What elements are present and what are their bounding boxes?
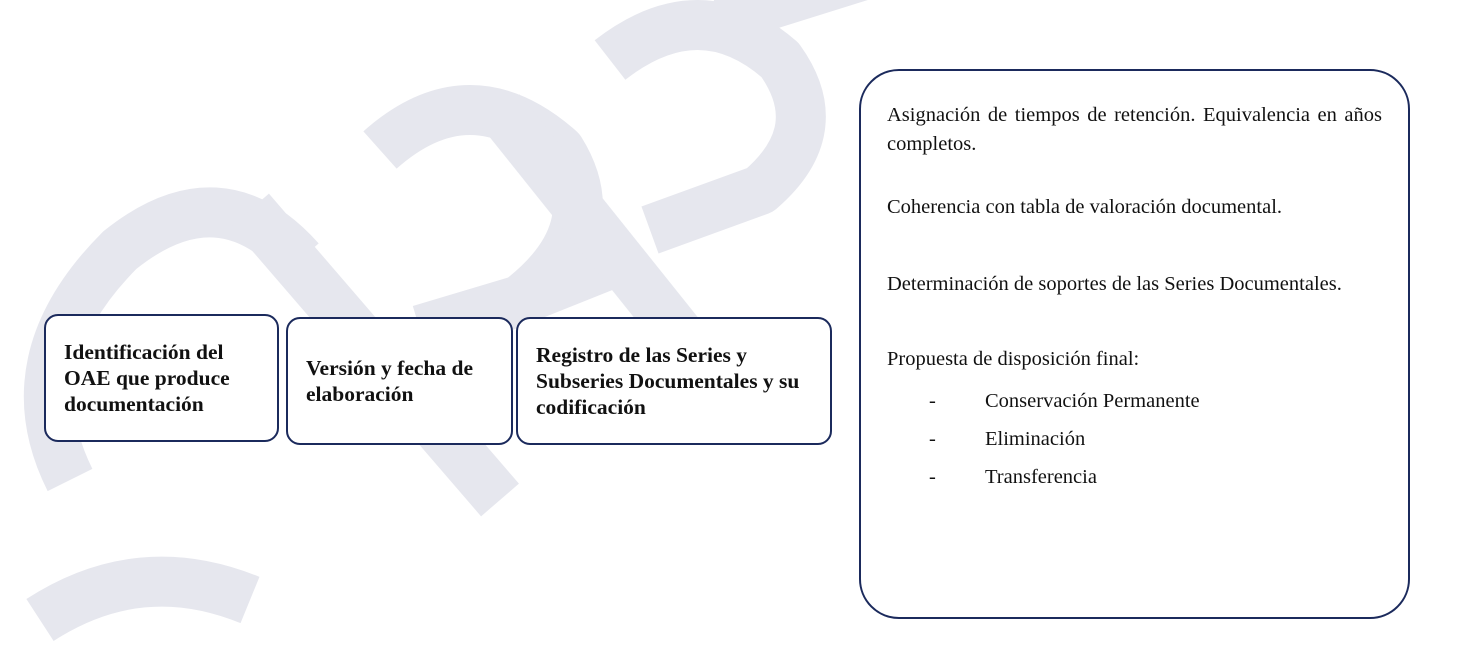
criteria-box xyxy=(859,69,1410,619)
disposition-list xyxy=(887,382,1382,496)
process-box-version-date xyxy=(286,317,513,445)
list-item xyxy=(887,458,1382,496)
watermark-stroke-r5 xyxy=(610,25,801,230)
bullet-dash: - xyxy=(929,466,936,488)
criteria-final-disposition: Propuesta de disposición final: xyxy=(887,348,1140,370)
criteria-coherence: Coherencia con tabla de valoración documental. xyxy=(887,196,1283,218)
process-box-label: Registro de las Series y Subseries Documentales y su codificación xyxy=(536,343,800,419)
list-item-label: Eliminación xyxy=(985,428,1086,450)
watermark-stroke-a xyxy=(720,0,880,20)
process-box-series-registry xyxy=(516,317,832,445)
list-item-label: Conservación Permanente xyxy=(985,390,1200,412)
criteria-retention: Asignación de tiempos de retención. Equivalencia en años completos. xyxy=(887,104,1382,155)
criteria-supports: Determinación de soportes de las Series Documentales. xyxy=(887,273,1342,295)
process-box-label: Identificación del OAE que produce documentación xyxy=(64,340,230,416)
list-item xyxy=(887,420,1382,458)
bullet-dash: - xyxy=(929,390,936,412)
process-box-identification xyxy=(44,314,279,442)
process-box-label: Versión y fecha de elaboración xyxy=(306,356,474,406)
list-item xyxy=(887,382,1382,420)
watermark-stroke-c xyxy=(40,582,250,620)
bullet-dash: - xyxy=(929,428,936,450)
list-item-label: Transferencia xyxy=(985,466,1097,488)
